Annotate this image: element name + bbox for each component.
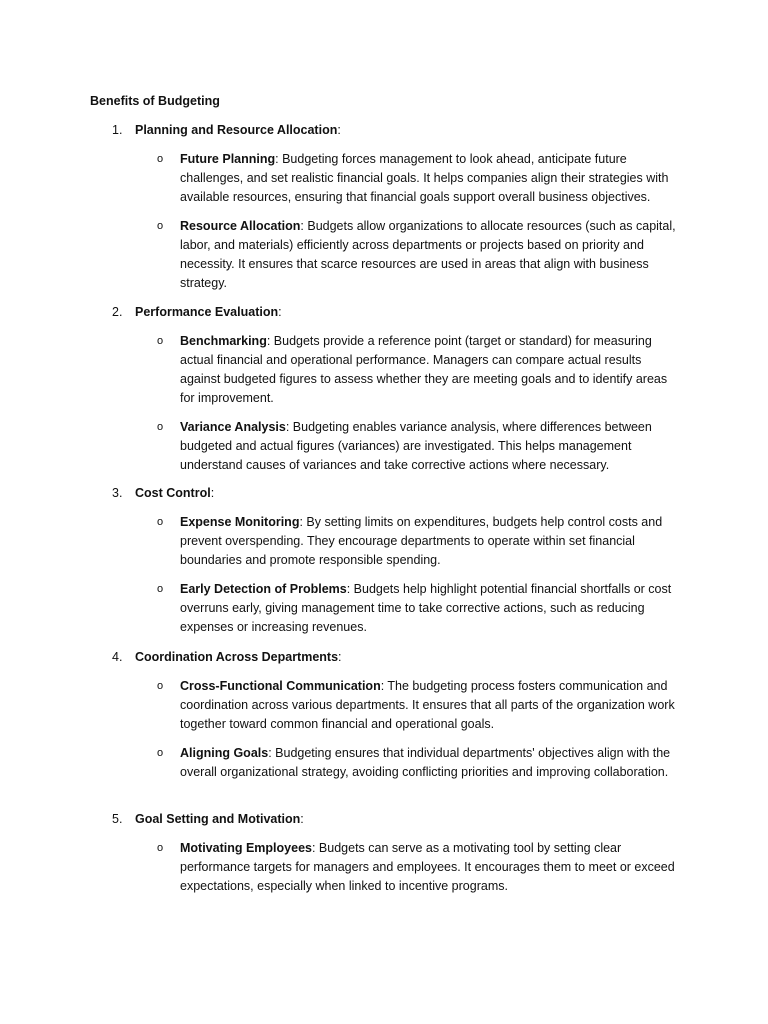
- section-title: Performance Evaluation: [135, 305, 279, 319]
- section-number: 2.: [112, 305, 123, 319]
- list-item: [90, 217, 690, 293]
- bullet-circle-icon: o: [157, 516, 164, 528]
- item-term: Variance Analysis: [180, 420, 286, 434]
- bullet-circle-icon: o: [157, 842, 164, 854]
- section-heading: [90, 648, 690, 667]
- document-title: Benefits of Budgeting: [90, 94, 220, 108]
- section-number: 1.: [112, 123, 123, 137]
- section-number: 3.: [112, 486, 123, 500]
- list-item: [90, 150, 690, 207]
- bullet-circle-icon: o: [157, 680, 164, 692]
- section-heading: [90, 484, 690, 503]
- item-description: : Budgets allow organizations to allocate resources (such as capital, labor, and materials) efficiently across departments or projects based on priority and necessity. It ensures that scarce resources are used in areas that align with business strategy.: [180, 219, 676, 290]
- bullet-circle-icon: o: [157, 220, 164, 232]
- section-heading: [90, 303, 690, 322]
- section-colon: :: [210, 486, 215, 500]
- item-description: : By setting limits on expenditures, budgets help control costs and prevent overspending. They encourage departments to operate within set financial boundaries and promote responsible spending.: [180, 515, 663, 567]
- item-term: Motivating Employees: [180, 841, 312, 855]
- list-item: [90, 839, 690, 896]
- section-colon: :: [300, 812, 304, 826]
- item-term: Early Detection of Problems: [180, 582, 347, 596]
- section-coordination: [90, 648, 690, 782]
- bullet-circle-icon: o: [157, 583, 164, 595]
- item-term: Aligning Goals: [180, 746, 269, 760]
- item-term: Cross-Functional Communication: [180, 679, 381, 693]
- list-item: [90, 580, 690, 637]
- item-description: : Budgeting ensures that individual departments' objectives align with the overall organizational strategy, avoiding conflicting priorities and improving collaboration.: [180, 746, 671, 779]
- section-title: Planning and Resource Allocation: [135, 123, 338, 137]
- list-item: [90, 332, 690, 408]
- item-description: : Budgeting enables variance analysis, where differences between budgeted and actual figures (variances) are investigated. This helps management understand causes of variances and take corrective actions where necessary.: [180, 420, 652, 472]
- section-colon: :: [338, 650, 342, 664]
- bullet-circle-icon: o: [157, 153, 164, 165]
- section-heading: [90, 121, 690, 140]
- item-description: : The budgeting process fosters communication and coordination across various departments. It ensures that all parts of the organization work together toward common financial and operational goals.: [180, 679, 675, 731]
- section-planning: [90, 121, 690, 293]
- item-term: Future Planning: [180, 152, 276, 166]
- section-title: Goal Setting and Motivation: [135, 812, 301, 826]
- section-colon: :: [337, 123, 341, 137]
- bullet-circle-icon: o: [157, 335, 164, 347]
- section-colon: :: [278, 305, 282, 319]
- item-term: Benchmarking: [180, 334, 267, 348]
- section-cost-control: [90, 484, 690, 637]
- section-heading: [90, 810, 690, 829]
- item-term: Resource Allocation: [180, 219, 301, 233]
- section-number: 5.: [112, 812, 123, 826]
- list-item: [90, 744, 690, 782]
- item-description: : Budgets can serve as a motivating tool by setting clear performance targets for managers and employees. It encourages them to meet or exceed expectations, especially when linked to incentive programs.: [180, 841, 675, 893]
- section-performance: [90, 303, 690, 475]
- bullet-circle-icon: o: [157, 747, 164, 759]
- section-goal-setting: [90, 810, 690, 896]
- section-title: Cost Control: [135, 486, 211, 500]
- item-description: : Budgeting forces management to look ahead, anticipate future challenges, and set realistic financial goals. It helps companies align their strategies with available resources, ensuring that financial goals support overall business objectives.: [180, 152, 669, 204]
- section-title: Coordination Across Departments: [135, 650, 339, 664]
- list-item: [90, 513, 690, 570]
- item-description: : Budgets provide a reference point (target or standard) for measuring actual financial and operational performance. Managers can compare actual results against budgeted figures to assess whether they are meeting goals and to identify areas for improvement.: [180, 334, 668, 405]
- item-description: : Budgets help highlight potential financial shortfalls or cost overruns early, giving management time to take corrective actions, such as reducing expenses or increasing revenues.: [180, 582, 672, 634]
- bullet-circle-icon: o: [157, 421, 164, 433]
- list-item: [90, 677, 690, 734]
- list-item: [90, 418, 690, 475]
- item-term: Expense Monitoring: [180, 515, 300, 529]
- section-number: 4.: [112, 650, 123, 664]
